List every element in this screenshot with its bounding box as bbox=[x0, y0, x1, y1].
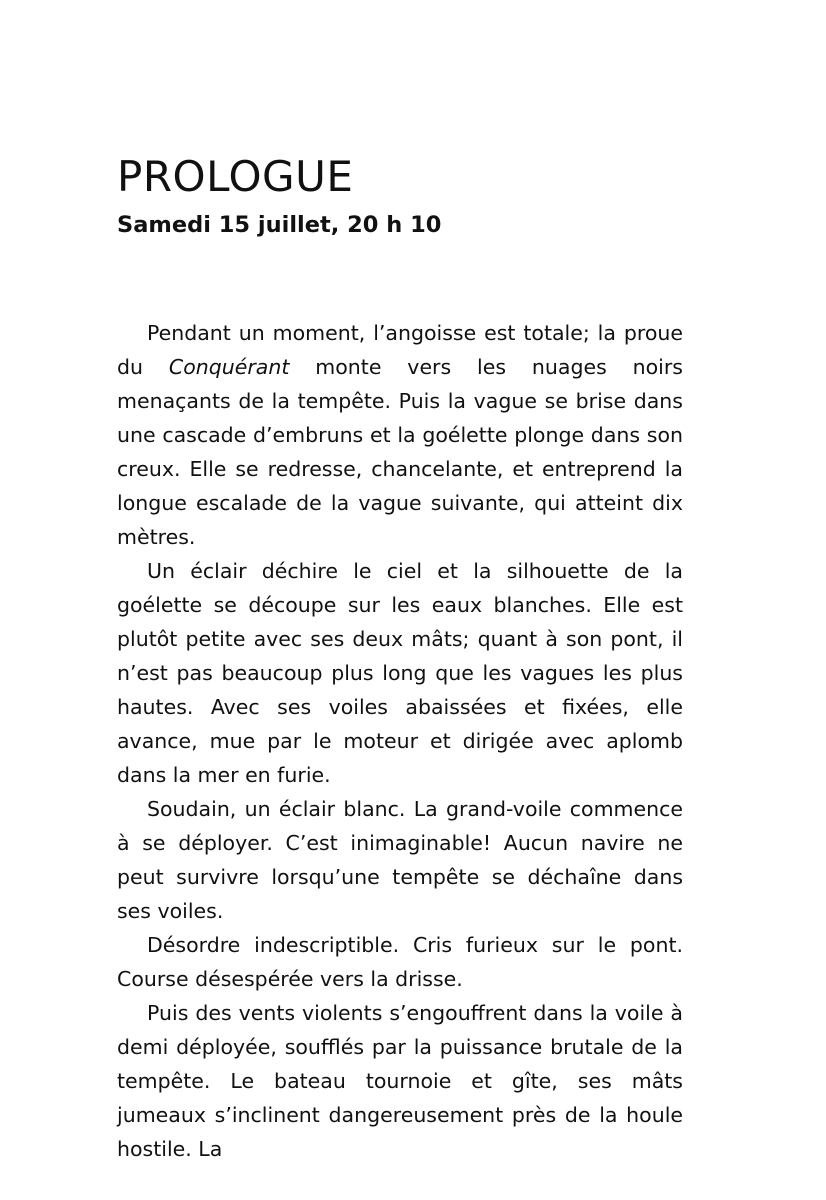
paragraph: Un éclair déchire le ciel et la silhouette de la goélette se découpe sur les eaux blanches. Elle est plutôt petite avec ses deux mâts; quant à son pont, il n’est pas beaucoup plus long que les vagues les plus hautes. Avec ses voiles abaissées et fixées, elle avance, mue par le moteur et dirigée avec aplomb dans la mer en furie. bbox=[117, 559, 683, 787]
paragraph bbox=[117, 316, 683, 554]
paragraph: Désordre indescriptible. Cris furieux sur le pont. Course désespérée vers la drisse. bbox=[117, 933, 683, 991]
ship-name: Conquérant bbox=[168, 355, 290, 379]
paragraph: Puis des vents violents s’engouffrent dans la voile à demi déployée, soufflés par la puissance brutale de la tempête. Le bateau tournoie et gîte, ses mâts jumeaux s’inclinent dangereusement près de la houle hostile. La bbox=[117, 1001, 683, 1161]
chapter-body bbox=[117, 316, 683, 1166]
chapter-date: Samedi 15 juillet, 20 h 10 bbox=[117, 212, 442, 238]
chapter-title: PROLOGUE bbox=[117, 152, 354, 201]
paragraph-text: Pendant un moment, l’angoisse est totale; la proue du bbox=[117, 321, 683, 379]
paragraph: Soudain, un éclair blanc. La grand-voile commence à se déployer. C’est inimaginable! Aucun navire ne peut survivre lorsqu’une tempête se déchaîne dans ses voiles. bbox=[117, 797, 683, 923]
paragraph-text: monte vers les nuages noirs menaçants de la tempête. Puis la vague se brise dans une cascade d’embruns et la goélette plonge dans son creux. Elle se redresse, chancelante, et entreprend la longue escalade de la vague suivante, qui atteint dix mètres. bbox=[117, 355, 683, 549]
